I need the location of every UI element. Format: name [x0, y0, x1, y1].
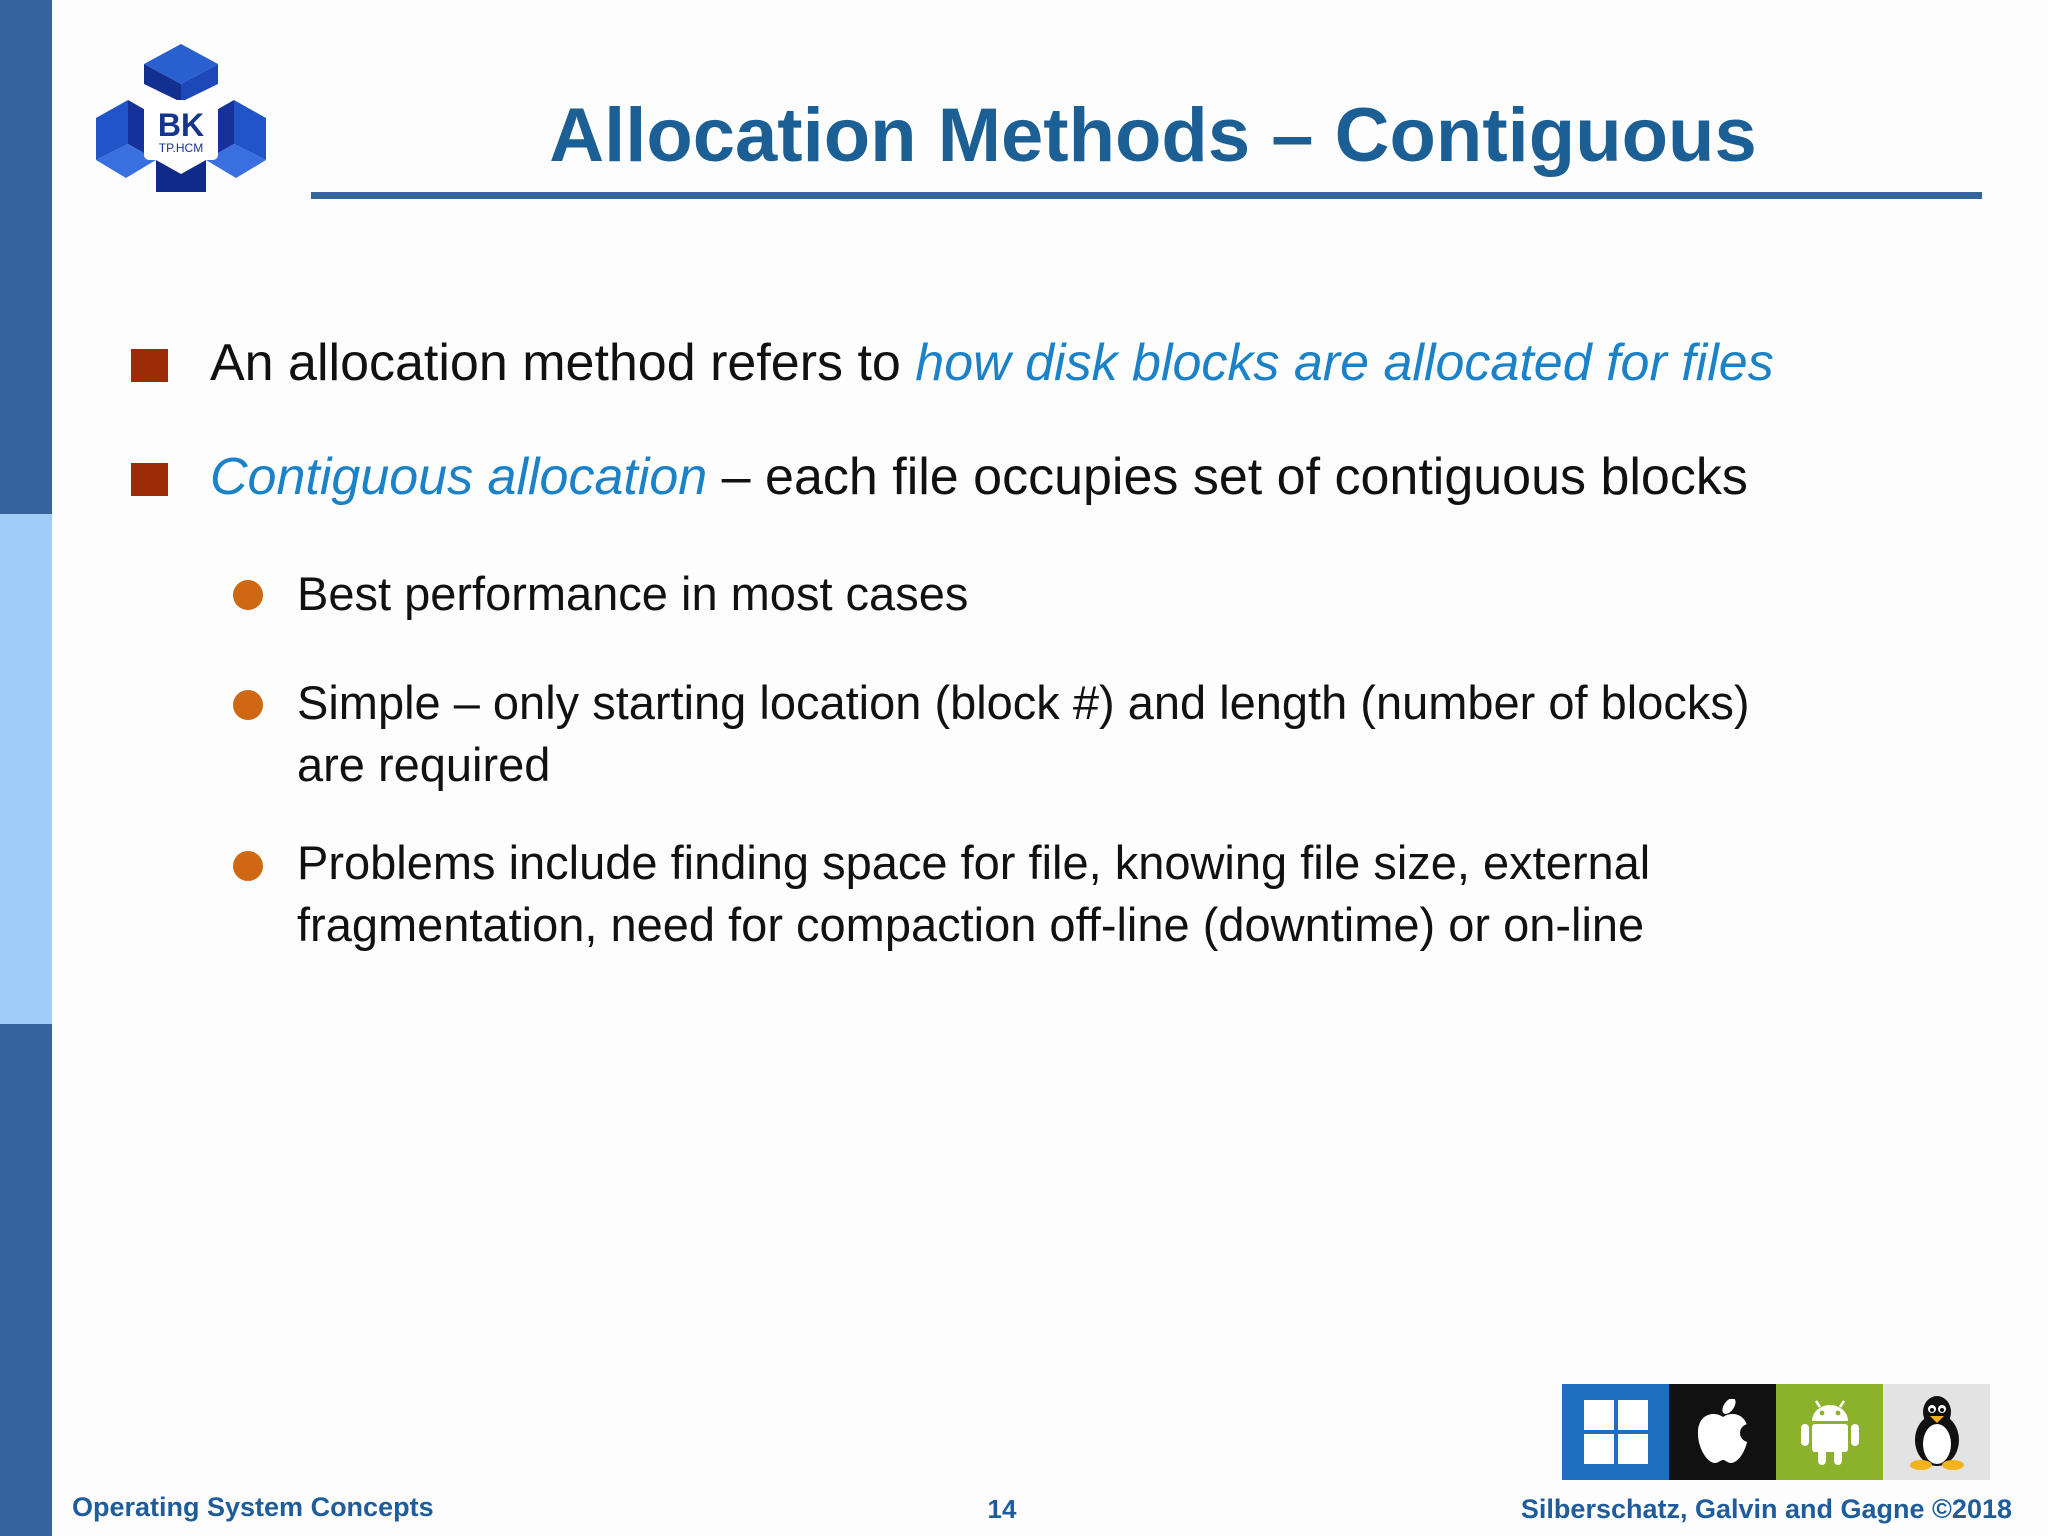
round-bullet-icon: [233, 580, 263, 610]
bullet-text: An allocation method refers to: [210, 334, 916, 392]
sub-bullet-line: Simple – only starting location (block #) and length (number of blocks): [297, 676, 1750, 729]
android-icon: [1776, 1384, 1883, 1480]
title-underline: [311, 192, 1982, 199]
sub-bullet-line: Problems include finding space for file, knowing file size, external: [297, 836, 1651, 889]
windows-icon: [1562, 1384, 1669, 1480]
square-bullet-icon: [131, 349, 168, 382]
square-bullet-icon: [131, 463, 168, 496]
sub-bullet-line: Best performance in most cases: [297, 567, 969, 620]
sub-bullet-problems: [297, 832, 1937, 956]
slide-title: Allocation Methods – Contiguous: [549, 93, 1757, 178]
bullet-emphasis: Contiguous allocation: [210, 448, 708, 506]
university-logo: [96, 42, 266, 194]
bullet-contiguous-allocation: [210, 445, 1748, 509]
bullet-allocation-method: [210, 331, 1774, 395]
sidebar-highlight: [0, 514, 52, 1024]
linux-icon: [1883, 1384, 1990, 1480]
logo-text-bk: BK: [157, 107, 205, 143]
page-number: 14: [987, 1494, 1017, 1524]
footer-authors: Silberschatz, Galvin and Gagne ©2018: [1520, 1494, 2012, 1524]
left-sidebar-band: [0, 0, 52, 1536]
round-bullet-icon: [233, 690, 263, 720]
os-icon-strip: [1562, 1384, 1990, 1480]
bullet-emphasis: how disk blocks are allocated for files: [915, 334, 1774, 392]
logo-text-campus: TP.HCM: [158, 141, 204, 155]
sub-bullet-performance: [297, 563, 1937, 625]
sub-bullet-line: are required: [297, 738, 551, 791]
sub-bullet-simple: [297, 672, 1937, 796]
apple-icon: [1669, 1384, 1776, 1480]
bullet-text: – each file occupies set of contiguous blocks: [707, 448, 1748, 506]
round-bullet-icon: [233, 851, 263, 881]
footer-book-title: Operating System Concepts: [72, 1492, 434, 1522]
sub-bullet-line: fragmentation, need for compaction off-line (downtime) or on-line: [297, 898, 1645, 951]
